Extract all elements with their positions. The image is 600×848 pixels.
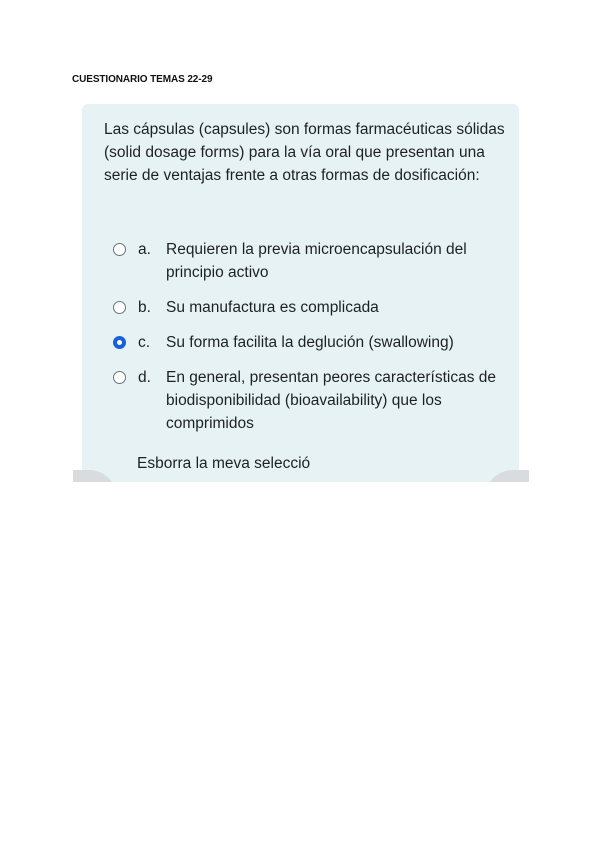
option-d-letter: d.	[138, 369, 151, 386]
option-c[interactable]	[113, 331, 523, 354]
radio-c[interactable]	[113, 336, 126, 349]
option-b-letter: b.	[138, 299, 151, 316]
option-a-text: Requieren la previa microencapsulación del principio activo	[166, 241, 467, 281]
option-a-letter: a.	[138, 241, 151, 258]
option-d-text: En general, presentan peores características de biodisponibilidad (bioavailability) que los comprimidos	[166, 369, 496, 432]
quiz-screenshot	[73, 104, 529, 482]
option-d[interactable]	[113, 366, 523, 435]
option-a[interactable]	[113, 238, 523, 284]
option-b-text: Su manufactura es complicada	[166, 299, 379, 316]
answer-options	[113, 238, 523, 447]
radio-b[interactable]	[113, 301, 126, 314]
option-c-text: Su forma facilita la deglución (swallowing)	[166, 334, 454, 351]
radio-d[interactable]	[113, 371, 126, 384]
option-c-letter: c.	[138, 334, 151, 351]
clear-selection-link[interactable]: Esborra la meva selecció	[137, 455, 311, 472]
document-title: CUESTIONARIO TEMAS 22-29	[72, 74, 213, 85]
radio-a[interactable]	[113, 243, 126, 256]
question-text: Las cápsulas (capsules) son formas farmacéuticas sólidas (solid dosage forms) para la vía oral que presentan una serie de ventajas frente a otras formas de dosificación:	[104, 121, 505, 184]
option-b[interactable]	[113, 296, 523, 319]
